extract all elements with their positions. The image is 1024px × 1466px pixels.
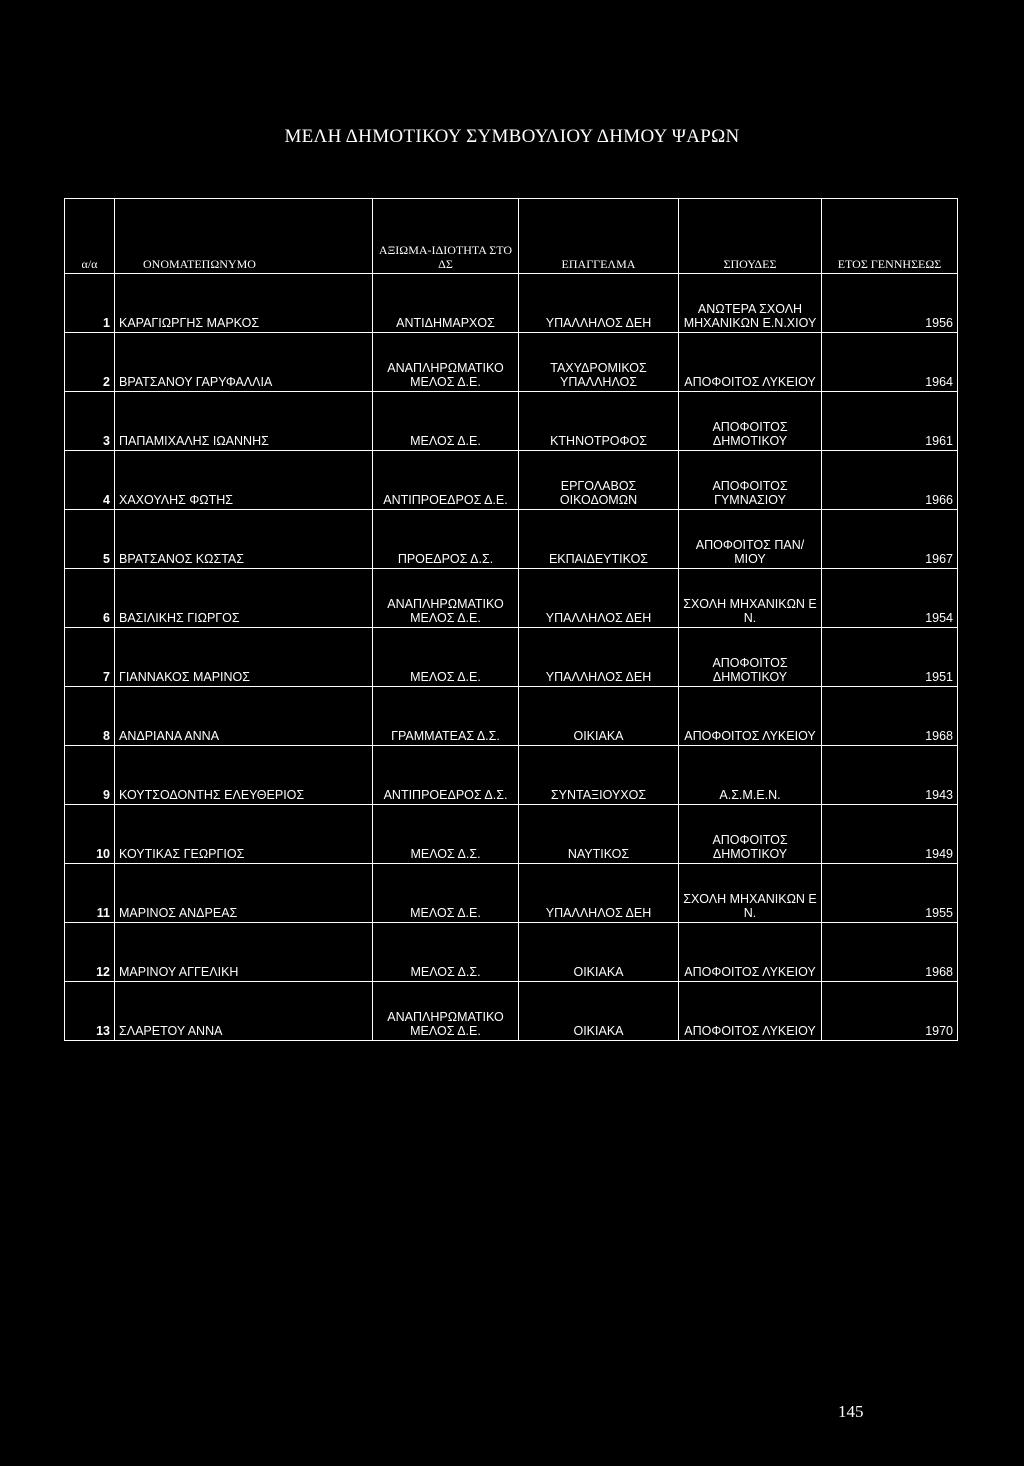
member-number: 6: [65, 569, 115, 628]
member-profession: ΕΚΠΑΙΔΕΥΤΙΚΟΣ: [519, 510, 679, 569]
member-number: 8: [65, 687, 115, 746]
member-name: ΒΡΑΤΣΑΝΟΣ ΚΩΣΤΑΣ: [115, 510, 373, 569]
member-birth-year: 1970: [822, 982, 958, 1041]
member-role: ΜΕΛΟΣ Δ.Ε.: [373, 628, 519, 687]
member-role: ΜΕΛΟΣ Δ.Ε.: [373, 864, 519, 923]
member-studies: ΣΧΟΛΗ ΜΗΧΑΝΙΚΩΝ Ε Ν.: [679, 569, 822, 628]
member-studies: ΑΠΟΦΟΙΤΟΣ ΔΗΜΟΤΙΚΟΥ: [679, 392, 822, 451]
member-name: ΚΑΡΑΓΙΩΡΓΗΣ ΜΑΡΚΟΣ: [115, 274, 373, 333]
member-birth-year: 1966: [822, 451, 958, 510]
page-number: 145: [838, 1402, 864, 1421]
member-number: 5: [65, 510, 115, 569]
member-studies: ΑΠΟΦΟΙΤΟΣ ΓΥΜΝΑΣΙΟΥ: [679, 451, 822, 510]
member-number: 7: [65, 628, 115, 687]
member-profession: ΟΙΚΙΑΚΑ: [519, 687, 679, 746]
table-row: [65, 451, 958, 510]
member-name: ΜΑΡΙΝΟΣ ΑΝΔΡΕΑΣ: [115, 864, 373, 923]
header-row: [65, 199, 958, 274]
table-row: [65, 628, 958, 687]
member-birth-year: 1964: [822, 333, 958, 392]
member-name: ΜΑΡΙΝΟΥ ΑΓΓΕΛΙΚΗ: [115, 923, 373, 982]
member-number: 11: [65, 864, 115, 923]
member-name: ΠΑΠΑΜΙΧΑΛΗΣ ΙΩΑΝΝΗΣ: [115, 392, 373, 451]
member-profession: ΟΙΚΙΑΚΑ: [519, 982, 679, 1041]
member-birth-year: 1968: [822, 923, 958, 982]
member-number: 3: [65, 392, 115, 451]
member-role: ΑΝΤΙΠΡΟΕΔΡΟΣ Δ.Ε.: [373, 451, 519, 510]
member-profession: ΤΑΧΥΔΡΟΜΙΚΟΣ ΥΠΑΛΛΗΛΟΣ: [519, 333, 679, 392]
member-profession: ΝΑΥΤΙΚΟΣ: [519, 805, 679, 864]
header-name: ΟΝΟΜΑΤΕΠΩΝΥΜΟ: [115, 199, 373, 274]
member-name: ΧΑΧΟΥΛΗΣ ΦΩΤΗΣ: [115, 451, 373, 510]
member-studies: ΑΝΩΤΕΡΑ ΣΧΟΛΗ ΜΗΧΑΝΙΚΩΝ Ε.Ν.ΧΙΟΥ: [679, 274, 822, 333]
member-role: ΜΕΛΟΣ Δ.Ε.: [373, 392, 519, 451]
member-birth-year: 1967: [822, 510, 958, 569]
member-role: ΜΕΛΟΣ Δ.Σ.: [373, 805, 519, 864]
member-profession: ΥΠΑΛΛΗΛΟΣ ΔΕΗ: [519, 628, 679, 687]
member-number: 1: [65, 274, 115, 333]
member-profession: ΚΤΗΝΟΤΡΟΦΟΣ: [519, 392, 679, 451]
member-profession: ΥΠΑΛΛΗΛΟΣ ΔΕΗ: [519, 569, 679, 628]
member-studies: ΑΠΟΦΟΙΤΟΣ ΔΗΜΟΤΙΚΟΥ: [679, 805, 822, 864]
member-profession: ΥΠΑΛΛΗΛΟΣ ΔΕΗ: [519, 274, 679, 333]
member-birth-year: 1956: [822, 274, 958, 333]
member-name: ΚΟΥΤΙΚΑΣ ΓΕΩΡΓΙΟΣ: [115, 805, 373, 864]
member-studies: ΑΠΟΦΟΙΤΟΣ ΛΥΚΕΙΟΥ: [679, 687, 822, 746]
member-birth-year: 1954: [822, 569, 958, 628]
header-year: ΕΤΟΣ ΓΕΝΝΗΣΕΩΣ: [822, 199, 958, 274]
member-number: 2: [65, 333, 115, 392]
member-studies: ΑΠΟΦΟΙΤΟΣ ΛΥΚΕΙΟΥ: [679, 923, 822, 982]
member-number: 13: [65, 982, 115, 1041]
table-row: [65, 982, 958, 1041]
member-role: ΑΝΑΠΛΗΡΩΜΑΤΙΚΟ ΜΕΛΟΣ Δ.Ε.: [373, 569, 519, 628]
table-row: [65, 805, 958, 864]
member-number: 12: [65, 923, 115, 982]
member-birth-year: 1955: [822, 864, 958, 923]
header-role: ΑΞΙΩΜΑ-ΙΔΙΟΤΗΤΑ ΣΤΟ ΔΣ: [373, 199, 519, 274]
member-number: 9: [65, 746, 115, 805]
member-name: ΒΡΑΤΣΑΝΟΥ ΓΑΡΥΦΑΛΛΙΑ: [115, 333, 373, 392]
member-studies: ΑΠΟΦΟΙΤΟΣ ΛΥΚΕΙΟΥ: [679, 333, 822, 392]
table-row: [65, 746, 958, 805]
member-birth-year: 1951: [822, 628, 958, 687]
table-row: [65, 333, 958, 392]
member-role: ΑΝΤΙΠΡΟΕΔΡΟΣ Δ.Σ.: [373, 746, 519, 805]
member-name: ΚΟΥΤΣΟΔΟΝΤΗΣ ΕΛΕΥΘΕΡΙΟΣ: [115, 746, 373, 805]
member-birth-year: 1961: [822, 392, 958, 451]
member-number: 10: [65, 805, 115, 864]
table-row: [65, 864, 958, 923]
member-studies: ΑΠΟΦΟΙΤΟΣ ΠΑΝ/ΜΙΟΥ: [679, 510, 822, 569]
member-birth-year: 1949: [822, 805, 958, 864]
member-studies: ΣΧΟΛΗ ΜΗΧΑΝΙΚΩΝ Ε Ν.: [679, 864, 822, 923]
header-studies: ΣΠΟΥΔΕΣ: [679, 199, 822, 274]
member-role: ΠΡΟΕΔΡΟΣ Δ.Σ.: [373, 510, 519, 569]
table-row: [65, 687, 958, 746]
member-name: ΒΑΣΙΛΙΚΗΣ ΓΙΩΡΓΟΣ: [115, 569, 373, 628]
member-role: ΑΝΤΙΔΗΜΑΡΧΟΣ: [373, 274, 519, 333]
member-role: ΓΡΑΜΜΑΤΕΑΣ Δ.Σ.: [373, 687, 519, 746]
member-studies: ΑΠΟΦΟΙΤΟΣ ΔΗΜΟΤΙΚΟΥ: [679, 628, 822, 687]
member-profession: ΕΡΓΟΛΑΒΟΣ ΟΙΚΟΔΟΜΩΝ: [519, 451, 679, 510]
page-title: ΜΕΛΗ ΔΗΜΟΤΙΚΟΥ ΣΥΜΒΟΥΛΙΟΥ ΔΗΜΟΥ ΨΑΡΩΝ: [284, 126, 740, 147]
member-birth-year: 1968: [822, 687, 958, 746]
member-number: 4: [65, 451, 115, 510]
member-profession: ΥΠΑΛΛΗΛΟΣ ΔΕΗ: [519, 864, 679, 923]
member-name: ΓΙΑΝΝΑΚΟΣ ΜΑΡΙΝΟΣ: [115, 628, 373, 687]
member-role: ΑΝΑΠΛΗΡΩΜΑΤΙΚΟ ΜΕΛΟΣ Δ.Ε.: [373, 333, 519, 392]
member-name: ΣΛΑΡΕΤΟΥ ΑΝΝΑ: [115, 982, 373, 1041]
table-row: [65, 510, 958, 569]
header-num: α/α: [65, 199, 115, 274]
member-role: ΜΕΛΟΣ Δ.Σ.: [373, 923, 519, 982]
table-row: [65, 569, 958, 628]
table-row: [65, 923, 958, 982]
member-role: ΑΝΑΠΛΗΡΩΜΑΤΙΚΟ ΜΕΛΟΣ Δ.Ε.: [373, 982, 519, 1041]
members-table: [64, 198, 958, 1041]
member-profession: ΟΙΚΙΑΚΑ: [519, 923, 679, 982]
member-profession: ΣΥΝΤΑΞΙΟΥΧΟΣ: [519, 746, 679, 805]
member-studies: Α.Σ.Μ.Ε.Ν.: [679, 746, 822, 805]
member-birth-year: 1943: [822, 746, 958, 805]
table-row: [65, 274, 958, 333]
header-profession: ΕΠΑΓΓΕΛΜΑ: [519, 199, 679, 274]
member-studies: ΑΠΟΦΟΙΤΟΣ ΛΥΚΕΙΟΥ: [679, 982, 822, 1041]
member-name: ΑΝΔΡΙΑΝΑ ΑΝΝΑ: [115, 687, 373, 746]
table-row: [65, 392, 958, 451]
